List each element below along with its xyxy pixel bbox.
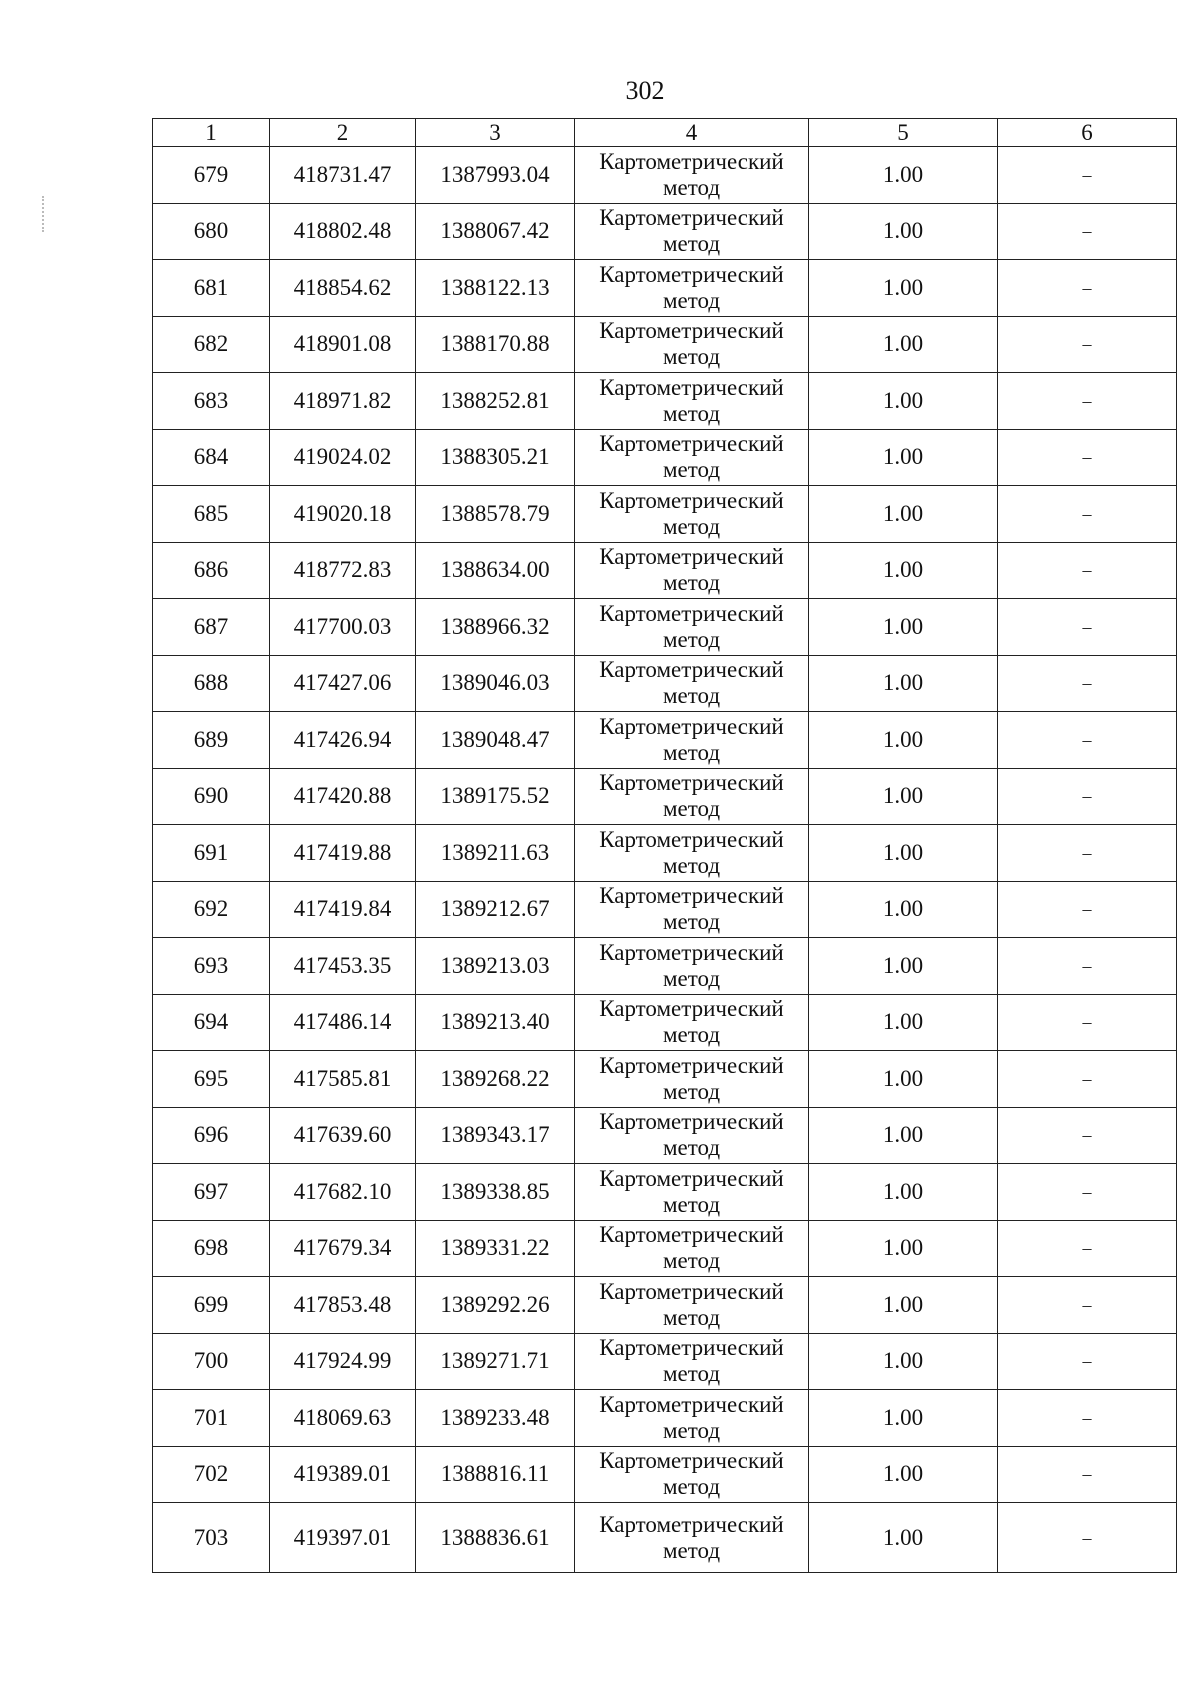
method-line-1: Картометрический bbox=[599, 939, 784, 965]
table-row bbox=[153, 147, 1177, 204]
method-line-2: метод bbox=[662, 513, 721, 539]
description-cell: – bbox=[998, 599, 1177, 656]
table-row bbox=[153, 938, 1177, 995]
method-line-1: Картометрический bbox=[599, 657, 784, 683]
method-cell bbox=[575, 1277, 809, 1334]
method-line-1: Картометрический bbox=[599, 544, 784, 570]
description-cell: – bbox=[998, 147, 1177, 204]
accuracy-cell: 1.00 bbox=[809, 825, 998, 882]
point-number-cell: 682 bbox=[153, 316, 270, 373]
method-line-2: метод bbox=[662, 1304, 721, 1330]
method-line-2: метод bbox=[662, 1537, 721, 1563]
coordinate-x-cell: 417700.03 bbox=[270, 599, 416, 656]
coordinate-y-cell: 1388634.00 bbox=[416, 542, 575, 599]
method-cell bbox=[575, 1107, 809, 1164]
accuracy-cell: 1.00 bbox=[809, 938, 998, 995]
table-row bbox=[153, 1390, 1177, 1447]
method-line-1: Картометрический bbox=[599, 148, 784, 174]
accuracy-cell: 1.00 bbox=[809, 881, 998, 938]
description-cell: – bbox=[998, 316, 1177, 373]
method-cell bbox=[575, 768, 809, 825]
method-line-2: метод bbox=[662, 909, 721, 935]
method-line-1: Картометрический bbox=[599, 487, 784, 513]
accuracy-cell: 1.00 bbox=[809, 1107, 998, 1164]
method-line-1: Картометрический bbox=[599, 1109, 784, 1135]
point-number-cell: 701 bbox=[153, 1390, 270, 1447]
table-row bbox=[153, 1107, 1177, 1164]
coordinate-x-cell: 417420.88 bbox=[270, 768, 416, 825]
method-cell bbox=[575, 825, 809, 882]
column-header-2: 2 bbox=[270, 119, 416, 147]
point-number-cell: 700 bbox=[153, 1333, 270, 1390]
coordinate-y-cell: 1388305.21 bbox=[416, 429, 575, 486]
method-cell bbox=[575, 1503, 809, 1573]
table-row bbox=[153, 486, 1177, 543]
table-row bbox=[153, 655, 1177, 712]
table-row bbox=[153, 994, 1177, 1051]
table-row bbox=[153, 712, 1177, 769]
point-number-cell: 687 bbox=[153, 599, 270, 656]
accuracy-cell: 1.00 bbox=[809, 1277, 998, 1334]
description-cell: – bbox=[998, 1051, 1177, 1108]
description-cell: – bbox=[998, 429, 1177, 486]
coordinate-y-cell: 1389292.26 bbox=[416, 1277, 575, 1334]
point-number-cell: 696 bbox=[153, 1107, 270, 1164]
coordinate-x-cell: 417682.10 bbox=[270, 1164, 416, 1221]
table-row bbox=[153, 316, 1177, 373]
table-row bbox=[153, 1446, 1177, 1503]
table-header-row bbox=[153, 119, 1177, 147]
table-row bbox=[153, 1503, 1177, 1573]
method-line-1: Картометрический bbox=[599, 318, 784, 344]
description-cell: – bbox=[998, 1220, 1177, 1277]
coordinate-y-cell: 1389175.52 bbox=[416, 768, 575, 825]
method-line-1: Картометрический bbox=[599, 1052, 784, 1078]
table-row bbox=[153, 1051, 1177, 1108]
coordinate-y-cell: 1389212.67 bbox=[416, 881, 575, 938]
coordinate-y-cell: 1389211.63 bbox=[416, 825, 575, 882]
accuracy-cell: 1.00 bbox=[809, 429, 998, 486]
description-cell: – bbox=[998, 1390, 1177, 1447]
accuracy-cell: 1.00 bbox=[809, 147, 998, 204]
description-cell: – bbox=[998, 203, 1177, 260]
table-row bbox=[153, 1333, 1177, 1390]
accuracy-cell: 1.00 bbox=[809, 203, 998, 260]
method-line-2: метод bbox=[662, 739, 721, 765]
method-line-2: метод bbox=[662, 1248, 721, 1274]
method-cell bbox=[575, 542, 809, 599]
coordinate-y-cell: 1388122.13 bbox=[416, 260, 575, 317]
coordinate-y-cell: 1389213.40 bbox=[416, 994, 575, 1051]
coordinate-y-cell: 1388836.61 bbox=[416, 1503, 575, 1573]
accuracy-cell: 1.00 bbox=[809, 1390, 998, 1447]
description-cell: – bbox=[998, 881, 1177, 938]
description-cell: – bbox=[998, 768, 1177, 825]
method-line-1: Картометрический bbox=[599, 1222, 784, 1248]
method-cell bbox=[575, 1390, 809, 1447]
method-line-2: метод bbox=[662, 174, 721, 200]
point-number-cell: 686 bbox=[153, 542, 270, 599]
margin-punch-mark bbox=[42, 196, 46, 232]
coordinate-x-cell: 417853.48 bbox=[270, 1277, 416, 1334]
coordinate-x-cell: 417924.99 bbox=[270, 1333, 416, 1390]
method-line-2: метод bbox=[662, 1474, 721, 1500]
point-number-cell: 697 bbox=[153, 1164, 270, 1221]
method-line-2: метод bbox=[662, 852, 721, 878]
method-cell bbox=[575, 1333, 809, 1390]
coordinate-y-cell: 1389338.85 bbox=[416, 1164, 575, 1221]
coordinate-x-cell: 418854.62 bbox=[270, 260, 416, 317]
column-header-1: 1 bbox=[153, 119, 270, 147]
description-cell: – bbox=[998, 712, 1177, 769]
method-cell bbox=[575, 938, 809, 995]
method-cell bbox=[575, 373, 809, 430]
method-line-2: метод bbox=[662, 457, 721, 483]
description-cell: – bbox=[998, 1333, 1177, 1390]
method-cell bbox=[575, 1051, 809, 1108]
method-cell bbox=[575, 1220, 809, 1277]
table-row bbox=[153, 373, 1177, 430]
method-line-2: метод bbox=[662, 231, 721, 257]
method-line-1: Картометрический bbox=[599, 374, 784, 400]
coordinate-x-cell: 418802.48 bbox=[270, 203, 416, 260]
coordinate-x-cell: 417419.84 bbox=[270, 881, 416, 938]
coordinate-x-cell: 419389.01 bbox=[270, 1446, 416, 1503]
table-row bbox=[153, 599, 1177, 656]
method-cell bbox=[575, 486, 809, 543]
description-cell: – bbox=[998, 825, 1177, 882]
accuracy-cell: 1.00 bbox=[809, 486, 998, 543]
method-line-1: Картометрический bbox=[599, 1448, 784, 1474]
description-cell: – bbox=[998, 1107, 1177, 1164]
coordinate-x-cell: 417639.60 bbox=[270, 1107, 416, 1164]
description-cell: – bbox=[998, 1446, 1177, 1503]
description-cell: – bbox=[998, 1503, 1177, 1573]
coordinate-x-cell: 417453.35 bbox=[270, 938, 416, 995]
method-line-2: метод bbox=[662, 400, 721, 426]
table-row bbox=[153, 429, 1177, 486]
method-cell bbox=[575, 429, 809, 486]
column-header-3: 3 bbox=[416, 119, 575, 147]
coordinate-y-cell: 1389048.47 bbox=[416, 712, 575, 769]
method-line-1: Картометрический bbox=[599, 713, 784, 739]
method-line-2: метод bbox=[662, 796, 721, 822]
point-number-cell: 691 bbox=[153, 825, 270, 882]
accuracy-cell: 1.00 bbox=[809, 599, 998, 656]
coordinate-y-cell: 1388067.42 bbox=[416, 203, 575, 260]
method-cell bbox=[575, 147, 809, 204]
table-body bbox=[153, 147, 1177, 1573]
method-cell bbox=[575, 712, 809, 769]
coordinate-y-cell: 1388966.32 bbox=[416, 599, 575, 656]
method-line-1: Картометрический bbox=[599, 261, 784, 287]
coordinate-y-cell: 1388816.11 bbox=[416, 1446, 575, 1503]
coordinate-y-cell: 1388578.79 bbox=[416, 486, 575, 543]
method-line-1: Картометрический bbox=[599, 1165, 784, 1191]
accuracy-cell: 1.00 bbox=[809, 1446, 998, 1503]
coordinate-y-cell: 1389271.71 bbox=[416, 1333, 575, 1390]
method-cell bbox=[575, 316, 809, 373]
accuracy-cell: 1.00 bbox=[809, 1503, 998, 1573]
accuracy-cell: 1.00 bbox=[809, 260, 998, 317]
coordinate-x-cell: 418971.82 bbox=[270, 373, 416, 430]
table-row bbox=[153, 1220, 1177, 1277]
coordinate-y-cell: 1389233.48 bbox=[416, 1390, 575, 1447]
method-cell bbox=[575, 260, 809, 317]
method-cell bbox=[575, 599, 809, 656]
column-header-4: 4 bbox=[575, 119, 809, 147]
coordinate-x-cell: 418731.47 bbox=[270, 147, 416, 204]
method-line-1: Картометрический bbox=[599, 770, 784, 796]
method-line-2: метод bbox=[662, 965, 721, 991]
point-number-cell: 692 bbox=[153, 881, 270, 938]
description-cell: – bbox=[998, 655, 1177, 712]
coordinate-y-cell: 1388252.81 bbox=[416, 373, 575, 430]
accuracy-cell: 1.00 bbox=[809, 542, 998, 599]
method-line-1: Картометрический bbox=[599, 996, 784, 1022]
method-line-2: метод bbox=[662, 570, 721, 596]
coordinate-x-cell: 417427.06 bbox=[270, 655, 416, 712]
table-row bbox=[153, 260, 1177, 317]
table-row bbox=[153, 768, 1177, 825]
accuracy-cell: 1.00 bbox=[809, 994, 998, 1051]
point-number-cell: 690 bbox=[153, 768, 270, 825]
coordinate-y-cell: 1389268.22 bbox=[416, 1051, 575, 1108]
point-number-cell: 684 bbox=[153, 429, 270, 486]
description-cell: – bbox=[998, 486, 1177, 543]
method-line-1: Картометрический bbox=[599, 1511, 784, 1537]
coordinates-table bbox=[152, 118, 1177, 1573]
method-line-2: метод bbox=[662, 1022, 721, 1048]
point-number-cell: 689 bbox=[153, 712, 270, 769]
point-number-cell: 680 bbox=[153, 203, 270, 260]
point-number-cell: 698 bbox=[153, 1220, 270, 1277]
method-cell bbox=[575, 1446, 809, 1503]
point-number-cell: 694 bbox=[153, 994, 270, 1051]
coordinate-x-cell: 419397.01 bbox=[270, 1503, 416, 1573]
method-cell bbox=[575, 994, 809, 1051]
coordinate-x-cell: 417419.88 bbox=[270, 825, 416, 882]
accuracy-cell: 1.00 bbox=[809, 1333, 998, 1390]
method-line-2: метод bbox=[662, 344, 721, 370]
accuracy-cell: 1.00 bbox=[809, 316, 998, 373]
coordinate-x-cell: 418901.08 bbox=[270, 316, 416, 373]
coordinate-y-cell: 1389331.22 bbox=[416, 1220, 575, 1277]
coordinate-x-cell: 419024.02 bbox=[270, 429, 416, 486]
coordinate-y-cell: 1389213.03 bbox=[416, 938, 575, 995]
accuracy-cell: 1.00 bbox=[809, 1051, 998, 1108]
method-line-2: метод bbox=[662, 287, 721, 313]
description-cell: – bbox=[998, 938, 1177, 995]
point-number-cell: 695 bbox=[153, 1051, 270, 1108]
method-line-2: метод bbox=[662, 1078, 721, 1104]
method-line-2: метод bbox=[662, 1417, 721, 1443]
description-cell: – bbox=[998, 1277, 1177, 1334]
point-number-cell: 693 bbox=[153, 938, 270, 995]
accuracy-cell: 1.00 bbox=[809, 655, 998, 712]
method-line-2: метод bbox=[662, 1135, 721, 1161]
method-line-1: Картометрический bbox=[599, 826, 784, 852]
coordinate-y-cell: 1389046.03 bbox=[416, 655, 575, 712]
accuracy-cell: 1.00 bbox=[809, 768, 998, 825]
coordinate-y-cell: 1388170.88 bbox=[416, 316, 575, 373]
method-cell bbox=[575, 881, 809, 938]
point-number-cell: 688 bbox=[153, 655, 270, 712]
point-number-cell: 679 bbox=[153, 147, 270, 204]
coordinate-x-cell: 417426.94 bbox=[270, 712, 416, 769]
method-line-1: Картометрический bbox=[599, 431, 784, 457]
description-cell: – bbox=[998, 994, 1177, 1051]
point-number-cell: 681 bbox=[153, 260, 270, 317]
coordinate-y-cell: 1387993.04 bbox=[416, 147, 575, 204]
accuracy-cell: 1.00 bbox=[809, 1164, 998, 1221]
method-cell bbox=[575, 1164, 809, 1221]
table-row bbox=[153, 881, 1177, 938]
accuracy-cell: 1.00 bbox=[809, 1220, 998, 1277]
method-line-2: метод bbox=[662, 683, 721, 709]
method-line-1: Картометрический bbox=[599, 1391, 784, 1417]
coordinate-x-cell: 417679.34 bbox=[270, 1220, 416, 1277]
method-line-1: Картометрический bbox=[599, 600, 784, 626]
table-row bbox=[153, 1164, 1177, 1221]
point-number-cell: 702 bbox=[153, 1446, 270, 1503]
table-row bbox=[153, 203, 1177, 260]
point-number-cell: 685 bbox=[153, 486, 270, 543]
method-line-2: метод bbox=[662, 626, 721, 652]
column-header-6: 6 bbox=[998, 119, 1177, 147]
accuracy-cell: 1.00 bbox=[809, 712, 998, 769]
coordinate-x-cell: 417486.14 bbox=[270, 994, 416, 1051]
description-cell: – bbox=[998, 373, 1177, 430]
method-cell bbox=[575, 203, 809, 260]
description-cell: – bbox=[998, 542, 1177, 599]
point-number-cell: 703 bbox=[153, 1503, 270, 1573]
coordinate-x-cell: 417585.81 bbox=[270, 1051, 416, 1108]
method-line-2: метод bbox=[662, 1191, 721, 1217]
coordinate-x-cell: 419020.18 bbox=[270, 486, 416, 543]
coordinate-x-cell: 418772.83 bbox=[270, 542, 416, 599]
table-row bbox=[153, 825, 1177, 882]
method-line-1: Картометрический bbox=[599, 883, 784, 909]
coordinate-x-cell: 418069.63 bbox=[270, 1390, 416, 1447]
method-cell bbox=[575, 655, 809, 712]
description-cell: – bbox=[998, 1164, 1177, 1221]
method-line-2: метод bbox=[662, 1361, 721, 1387]
coordinate-y-cell: 1389343.17 bbox=[416, 1107, 575, 1164]
page-number: 302 bbox=[625, 76, 665, 105]
column-header-5: 5 bbox=[809, 119, 998, 147]
accuracy-cell: 1.00 bbox=[809, 373, 998, 430]
method-line-1: Картометрический bbox=[599, 205, 784, 231]
table-row bbox=[153, 542, 1177, 599]
point-number-cell: 699 bbox=[153, 1277, 270, 1334]
table-row bbox=[153, 1277, 1177, 1334]
method-line-1: Картометрический bbox=[599, 1335, 784, 1361]
description-cell: – bbox=[998, 260, 1177, 317]
method-line-1: Картометрический bbox=[599, 1278, 784, 1304]
point-number-cell: 683 bbox=[153, 373, 270, 430]
